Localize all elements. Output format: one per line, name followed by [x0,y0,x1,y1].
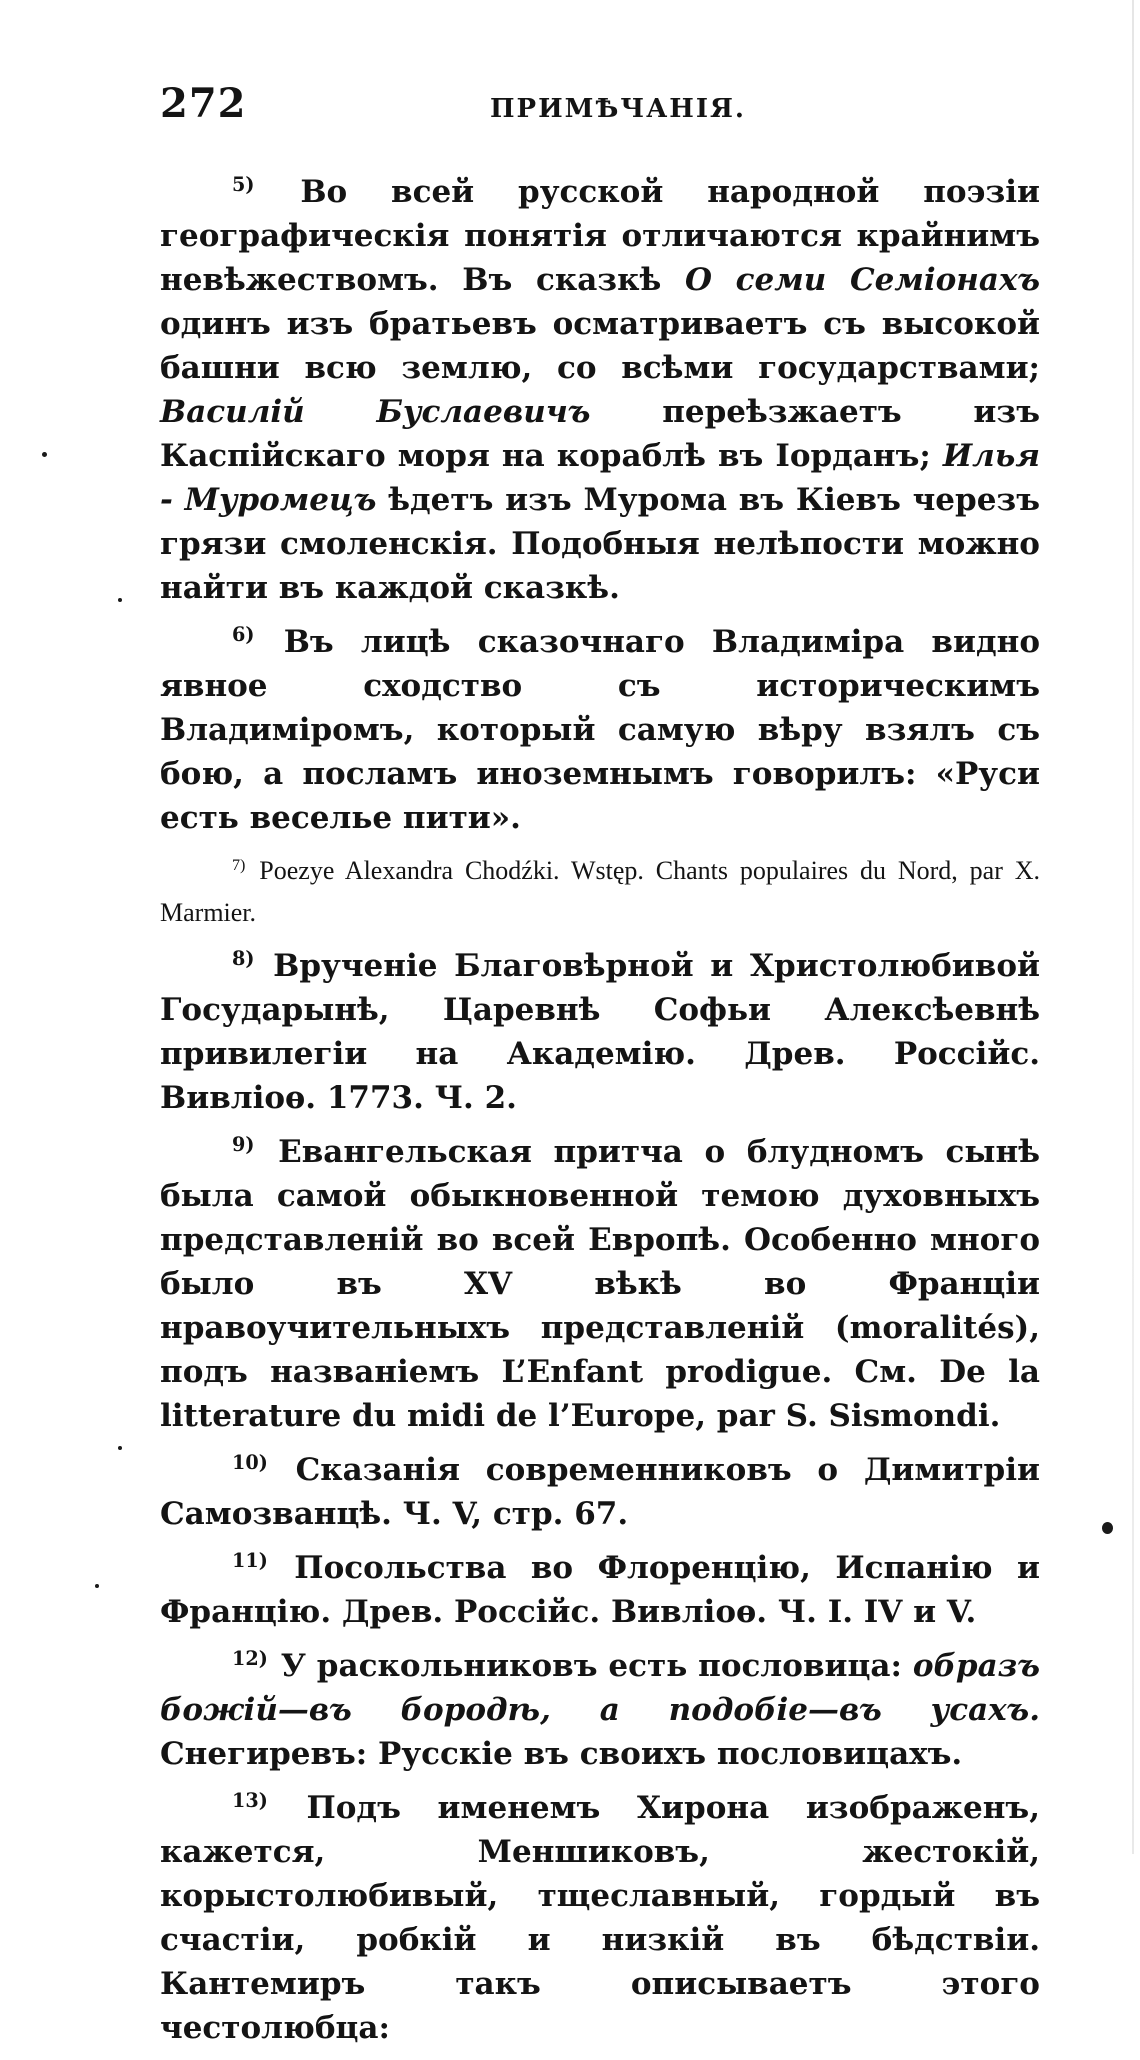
footnote-number: 10) [232,1451,268,1475]
footnote-8 [160,944,1040,1120]
stray-dot [118,598,122,602]
footnote-text: Сказанія современниковъ о Димитріи Самозванцѣ. Ч. V, стр. 67. [160,1452,1041,1532]
stray-dot [118,1446,122,1450]
footnote-text: Въ лицѣ сказочнаго Владиміра видно явное сходство съ историческимъ Владиміромъ, который самую вѣру взялъ съ бою, а посламъ иноземнымъ говорилъ: «Руси есть веселье пити». [160,624,1040,836]
footnotes-list [160,170,1040,2050]
footnote-number: 5) [232,173,255,197]
footnote-italic-text: Илья - Муромецъ [160,438,1040,518]
stray-dot [42,452,47,457]
footnote-number: 8) [232,947,255,971]
book-page [160,80,1040,2060]
footnote-9 [160,1130,1040,1438]
footnote-text: Подъ именемъ Хирона изображенъ, кажется, Меншиковъ, жестокій, корыстолюбивый, тщеславный, гордый въ счастіи, робкій и низкій въ бѣдствіи. Кантемиръ такъ описываетъ этого честолюбца: [160,1790,1040,2046]
page-number: 272 [160,80,247,127]
footnote-13 [160,1786,1040,2050]
footnote-number: 13) [232,1789,268,1813]
footnote-italic-text: О семи Семіонахъ [684,262,1040,298]
footnote-7 [160,850,1040,934]
footnote-italic-text: Василій Буслаевичъ [160,394,591,430]
footnote-text: переѣзжаетъ изъ Каспійскаго моря на кораблѣ въ Іорданъ; [160,394,1040,474]
footnote-10 [160,1448,1040,1536]
footnote-text: ѣдетъ изъ Мурома въ Кіевъ черезъ грязи смоленскія. Подобныя нелѣпости можно найти въ каждой сказкѣ. [160,482,1040,606]
running-head: ПРИМѢЧАНІЯ. [490,94,746,124]
scan-edge-line [1132,0,1134,1854]
footnote-text: Евангельская притча о блудномъ сынѣ была самой обыкновенной темою духовныхъ представленій во всей Европѣ. Особенно много было въ XV вѣкѣ во Франціи нравоучительныхъ представленій (moralités), подъ названіемъ L’Enfant prodigue. См. De la litterature du midi de l’Europe, par S. Sismondi. [160,1134,1040,1434]
stray-dot [95,1584,99,1588]
footnote-text: У раскольниковъ есть пословица: [280,1648,913,1684]
footnote-italic-text: образъ божій—въ бородѣ, а подобіе—въ усахъ. [160,1648,1040,1728]
footnote-text: одинъ изъ братьевъ осматриваетъ съ высокой башни всю землю, со всѣми государствами; [160,306,1040,386]
footnote-12 [160,1644,1040,1776]
footnote-text: Во всей русской народной поэзіи географическія понятія отличаются крайнимъ невѣжествомъ. Въ сказкѣ [160,174,1041,298]
footnote-text: Посольства во Флоренцію, Испанію и Францію. Древ. Россійс. Вивліоѳ. Ч. I. IV и V. [160,1550,1040,1630]
footnote-number: 6) [232,623,255,647]
footnote-11 [160,1546,1040,1634]
footnote-text: Снегиревъ: Русскіе въ своихъ пословицахъ. [160,1736,963,1772]
footnote-number: 12) [232,1647,268,1671]
stray-dot [1102,1522,1113,1534]
footnote-6 [160,620,1040,840]
footnote-number: 9) [232,1133,255,1157]
footnote-number: 11) [232,1549,268,1573]
footnote-text: Poezye Alexandra Chodźki. Wstęp. Chants populaires du Nord, par X. Marmier. [160,856,1041,927]
footnote-number: 7) [232,857,246,875]
footnote-text: Врученіе Благовѣрной и Христолюбивой Государынѣ, Царевнѣ Софьи Алексѣевнѣ привилегіи на Академію. Древ. Россійс. Вивліоѳ. 1773. Ч. 2. [160,948,1040,1116]
footnote-5 [160,170,1040,610]
page-header [160,80,1040,140]
